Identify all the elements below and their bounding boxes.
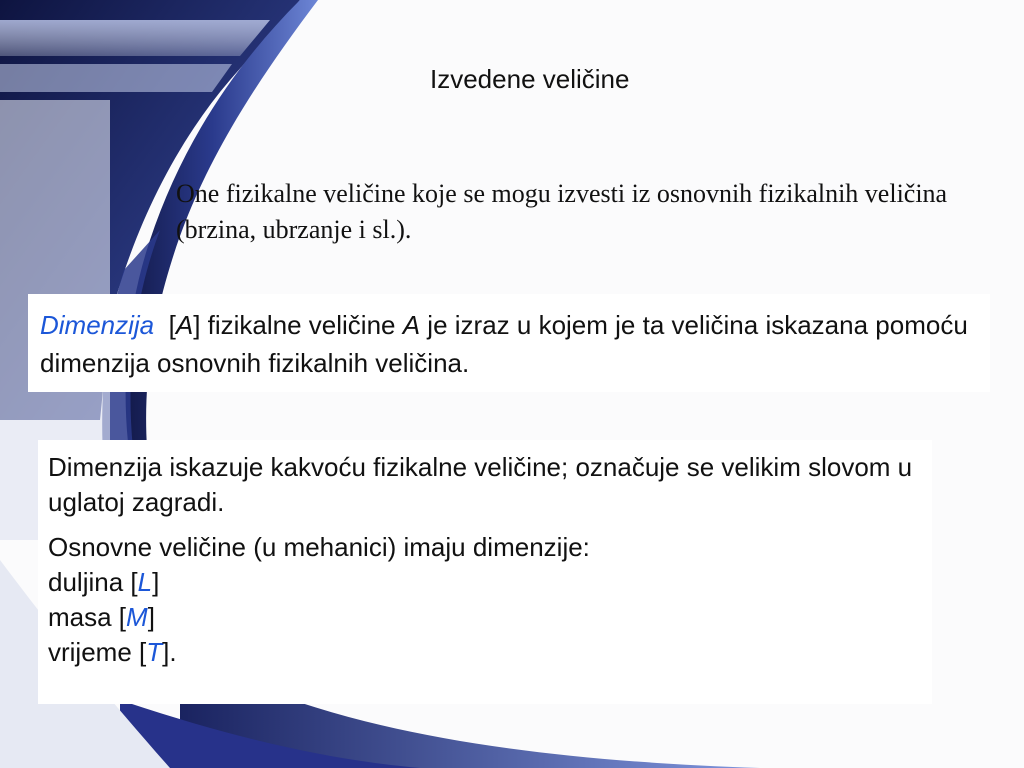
slide-title: Izvedene veličine xyxy=(430,64,630,94)
dimension-info-box xyxy=(38,440,932,704)
item-suffix: ]. xyxy=(162,637,177,667)
item-symbol: M xyxy=(126,602,148,632)
item-suffix: ] xyxy=(152,567,160,597)
symbol-a: A xyxy=(175,310,194,340)
item-symbol: L xyxy=(137,567,153,597)
info-paragraph-1: Dimenzija iskazuje kakvoću fizikalne veličine; označuje se velikim slovom u uglatoj zagradi. xyxy=(48,452,913,517)
list-item-time xyxy=(48,635,932,670)
symbol-a-2: A xyxy=(402,310,421,340)
dimension-text-part2: je izraz u kojem je ta veličina iskazana pomoću dimenzija osnovnih fizikalnih veličina. xyxy=(40,310,968,378)
dimension-text-part1: ] fizikalne veličine xyxy=(193,310,403,340)
item-label: duljina [ xyxy=(48,567,138,597)
item-suffix: ] xyxy=(147,602,155,632)
dimension-definition-box xyxy=(28,294,990,392)
item-label: vrijeme [ xyxy=(48,637,147,667)
definition-text: One fizikalne veličine koje se mogu izvesti iz osnovnih fizikalnih veličina (brzina, ubrzanje i sl.). xyxy=(176,179,948,244)
item-symbol: T xyxy=(146,637,163,667)
list-item-length xyxy=(48,565,932,600)
info-paragraph-2: Osnovne veličine (u mehanici) imaju dimenzije: xyxy=(48,532,590,562)
open-bracket: [ xyxy=(168,310,176,340)
item-label: masa [ xyxy=(48,602,127,632)
list-item-mass xyxy=(48,600,932,635)
dimension-term: Dimenzija xyxy=(40,310,155,340)
